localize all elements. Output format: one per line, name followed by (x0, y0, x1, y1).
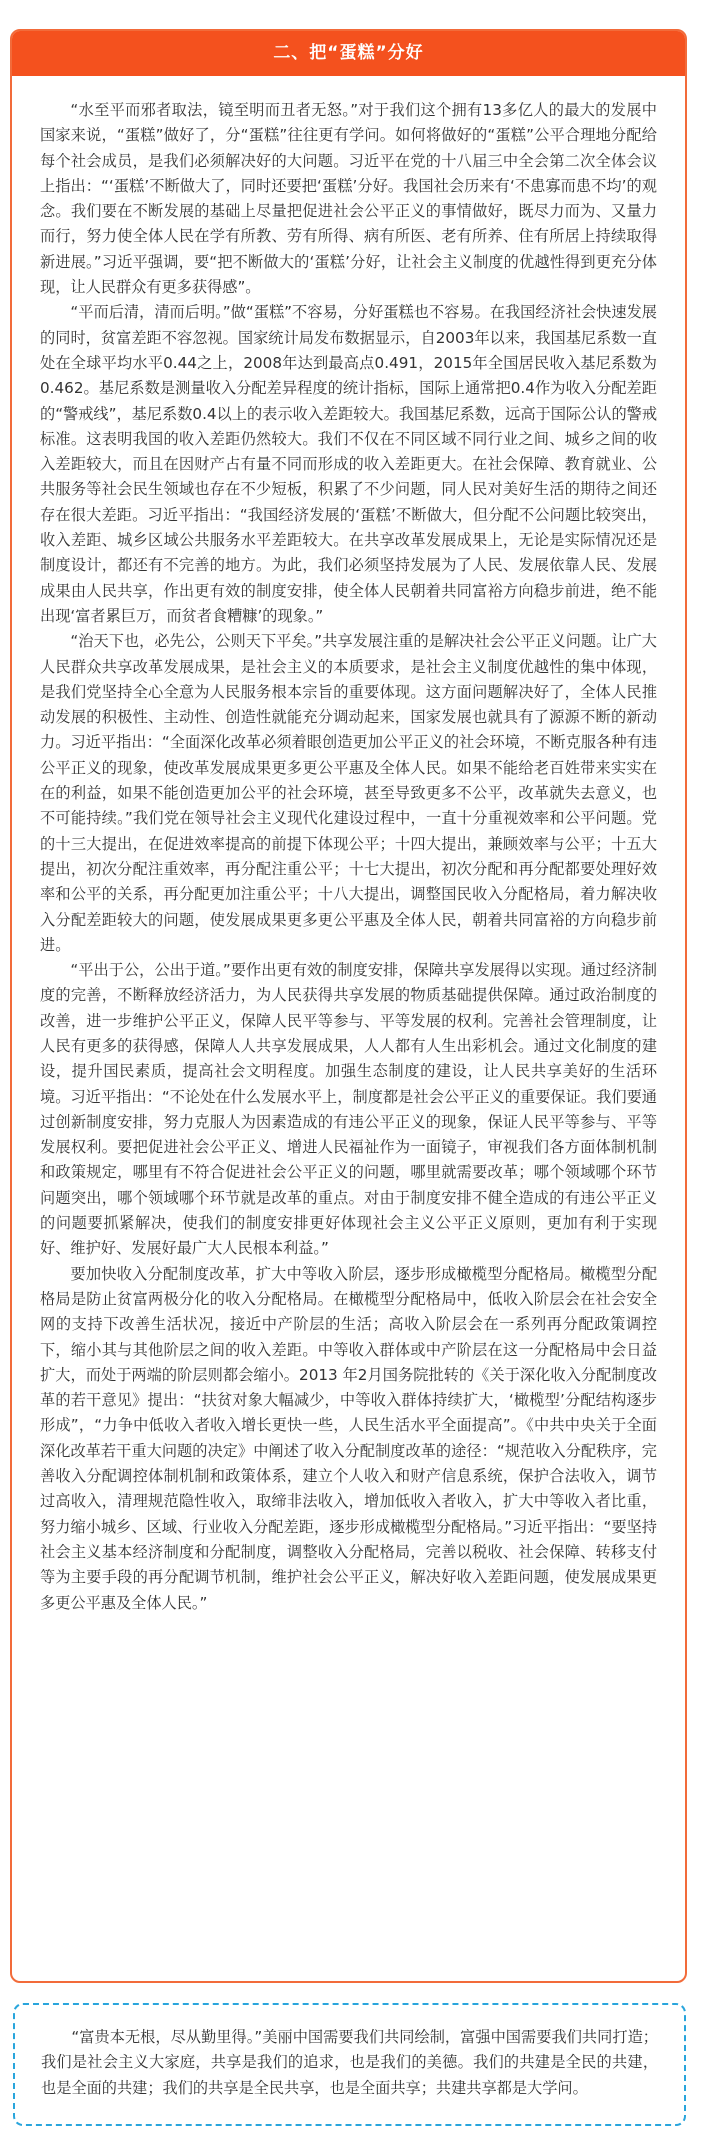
section-content (12, 76, 685, 1616)
section-title: 二、把“蛋糕”分好 (12, 31, 685, 76)
closing-paragraph: “富贵本无根，尽从勤里得。”美丽中国需要我们共同绘制，富强中国需要我们共同打造；我们是社会主义大家庭，共享是我们的追求，也是我们的美德。我们的共建是全民的共建，也是全面的共建；我们的共享是全民共享，也是全面共享；共建共享都是大学问。 (41, 2028, 658, 2097)
paragraph: “平出于公，公出于道。”要作出更有效的制度安排，保障共享发展得以实现。通过经济制度的完善，不断释放经济活力，为人民获得共享发展的物质基础提供保障。通过政治制度的改善，进一步维护公平正义，保障人民平等参与、平等发展的权利。完善社会管理制度，让人民有更多的获得感，保障人人共享发展成果，人人都有人生出彩机会。通过文化制度的建设，提升国民素质，提高社会文明程度。加强生态制度的建设，让人民共享美好的生活环境。习近平指出：“不论处在什么发展水平上，制度都是社会公平正义的重要保证。我们要通过创新制度安排，努力克服人为因素造成的有违公平正义的现象，保证人民平等参与、平等发展权利。要把促进社会公平正义、增进人民福祉作为一面镜子，审视我们各方面体制机制和政策规定，哪里有不符合促进社会公平正义的问题，哪里就需要改革；哪个领域哪个环节问题突出，哪个领域哪个环节就是改革的重点。对由于制度安排不健全造成的有违公平正义的问题要抓紧解决，使我们的制度安排更好体现社会主义公平正义原则，更加有利于实现好、维护好、发展好最广大人民根本利益。” (40, 961, 657, 1258)
main-section-box (10, 29, 687, 1983)
closing-box (13, 2003, 686, 2126)
paragraph: “平而后清，清而后明。”做“蛋糕”不容易，分好蛋糕也不容易。在我国经济社会快速发展的同时，贫富差距不容忽视。国家统计局发布数据显示，自2003年以来，我国基尼系数一直处在全球平均水平0.44之上，2008年达到最高点0.491，2015年全国居民收入基尼系数为0.462。基尼系数是测量收入分配差异程度的统计指标，国际上通常把0.4作为收入分配差距的“警戒线”，基尼系数0.4以上的表示收入差距较大。我国基尼系数，远高于国际公认的警戒标准。这表明我国的收入差距仍然较大。我们不仅在不同区域不同行业之间、城乡之间的收入差距较大，而且在因财产占有量不同而形成的收入差距更大。在社会保障、教育就业、公共服务等社会民生领域也存在不少短板，积累了不少问题，同人民对美好生活的期待之间还存在很大差距。习近平指出：“我国经济发展的‘蛋糕’不断做大，但分配不公问题比较突出，收入差距、城乡区域公共服务水平差距较大。在共享改革发展成果上，无论是实际情况还是制度设计，都还有不完善的地方。为此，我们必须坚持发展为了人民、发展依靠人民、发展成果由人民共享，作出更有效的制度安排，使全体人民朝着共同富裕方向稳步前进，绝不能出现‘富者累巨万，而贫者食糟糠’的现象。” (40, 303, 658, 625)
paragraph: “治天下也，必先公，公则天下平矣。”共享发展注重的是解决社会公平正义问题。让广大人民群众共享改革发展成果，是社会主义的本质要求，是社会主义制度优越性的集中体现，是我们党坚持全心全意为人民服务根本宗旨的重要体现。这方面问题解决好了，全体人民推动发展的积极性、主动性、创造性就能充分调动起来，国家发展也就具有了源源不断的新动力。习近平指出：“全面深化改革必须着眼创造更加公平正义的社会环境，不断克服各种有违公平正义的现象，使改革发展成果更多更公平惠及全体人民。如果不能给老百姓带来实实在在的利益，如果不能创造更加公平的社会环境，甚至导致更多不公平，改革就失去意义，也不可能持续。”我们党在领导社会主义现代化建设过程中，一直十分重视效率和公平问题。党的十三大提出，在促进效率提高的前提下体现公平；十四大提出，兼顾效率与公平；十五大提出，初次分配注重效率，再分配注重公平；十七大提出，初次分配和再分配都要处理好效率和公平的关系，再分配更加注重公平；十八大提出，调整国民收入分配格局，着力解决收入分配差距较大的问题，使发展成果更多更公平惠及全体人民，朝着共同富裕的方向稳步前进。 (40, 632, 657, 954)
paragraph: 要加快收入分配制度改革，扩大中等收入阶层，逐步形成橄榄型分配格局。橄榄型分配格局是防止贫富两极分化的收入分配格局。在橄榄型分配格局中，低收入阶层会在社会安全网的支持下改善生活状况，接近中产阶层的生活；高收入阶层会在一系列再分配政策调控下，缩小其与其他阶层之间的收入差距。中等收入群体或中产阶层在这一分配格局中会日益扩大，而处于两端的阶层则都会缩小。2013 年2月国务院批转的《关于深化收入分配制度改革的若干意见》提出：“扶贫对象大幅减少，中等收入群体持续扩大，‘橄榄型’分配结构逐步形成”，“力争中低收入者收入增长更快一些，人民生活水平全面提高”。《中共中央关于全面深化改革若干重大问题的决定》中阐述了收入分配制度改革的途径：“规范收入分配秩序，完善收入分配调控体制机制和政策体系，建立个人收入和财产信息系统，保护合法收入，调节过高收入，清理规范隐性收入，取缔非法收入，增加低收入者收入，扩大中等收入者比重，努力缩小城乡、区域、行业收入分配差距，逐步形成橄榄型分配格局。”习近平指出：“要坚持社会主义基本经济制度和分配制度，调整收入分配格局，完善以税收、社会保障、转移支付等为主要手段的再分配调节机制，维护社会公平正义，解决好收入差距问题，使发展成果更多更公平惠及全体人民。” (40, 1264, 657, 1612)
paragraph: “水至平而邪者取法，镜至明而丑者无怒。”对于我们这个拥有13多亿人的最大的发展中国家来说，“蛋糕”做好了，分“蛋糕”往往更有学问。如何将做好的“蛋糕”公平合理地分配给每个社会成员，是我们必须解决好的大问题。习近平在党的十八届三中全会第二次全体会议上指出：“‘蛋糕’不断做大了，同时还要把‘蛋糕’分好。我国社会历来有‘不患寡而患不均’的观念。我们要在不断发展的基础上尽量把促进社会公平正义的事情做好，既尽力而为、又量力而行，努力使全体人民在学有所教、劳有所得、病有所医、老有所养、住有所居上持续取得新进展。”习近平强调，要“把不断做大的‘蛋糕’分好，让社会主义制度的优越性得到更充分体现，让人民群众有更多获得感”。 (40, 101, 657, 297)
